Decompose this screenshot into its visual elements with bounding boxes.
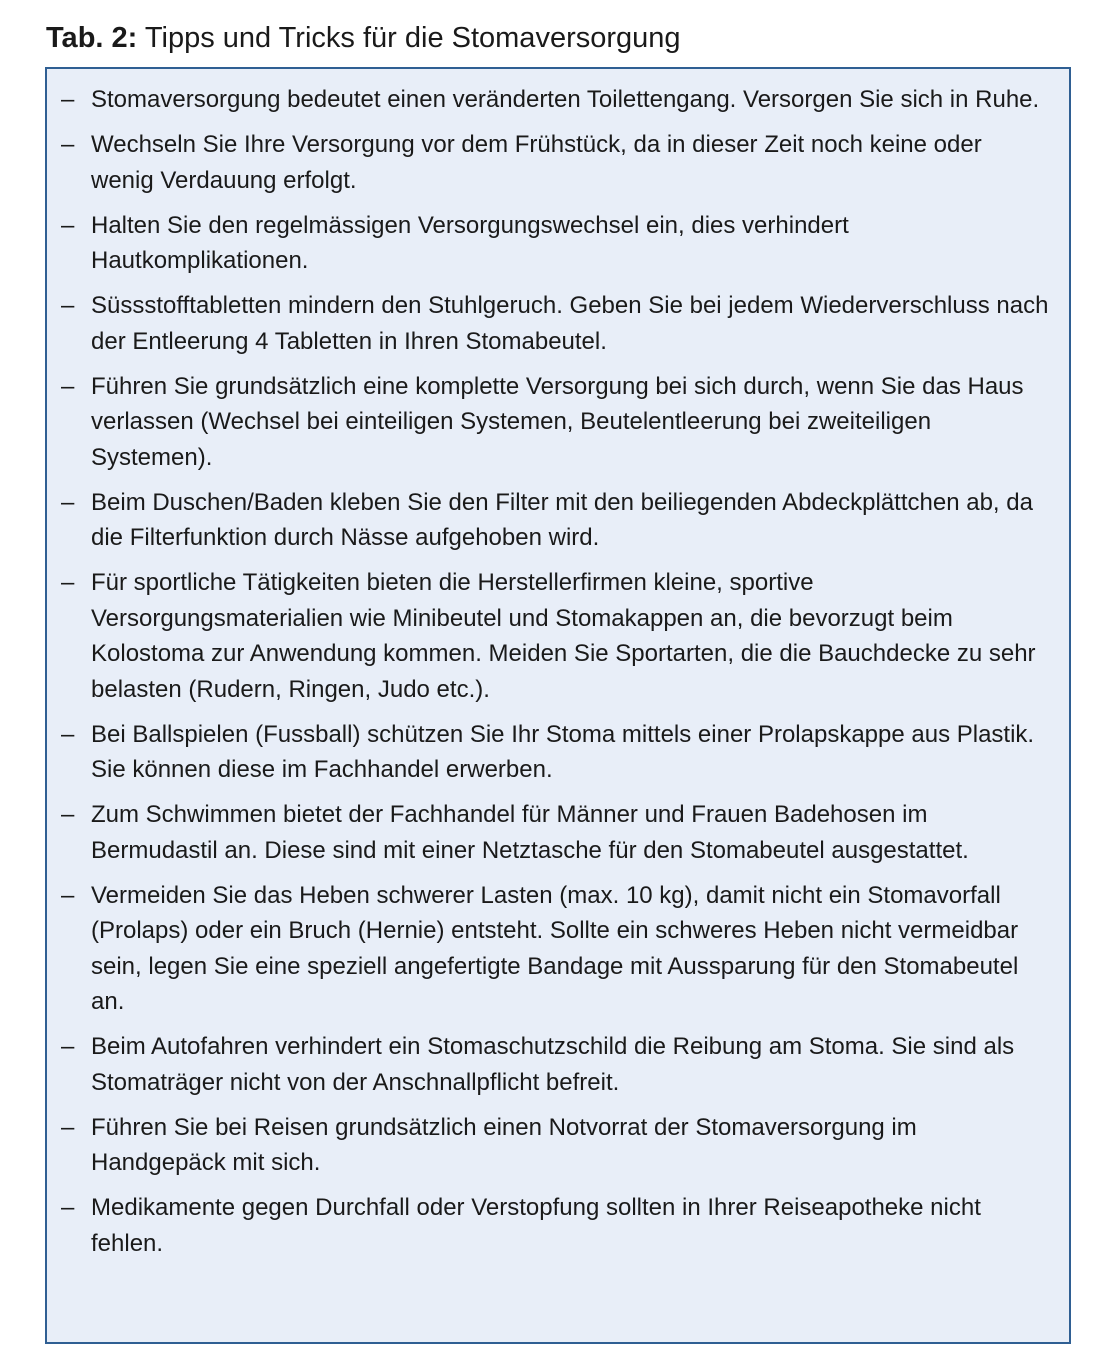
- list-item: [61, 127, 1051, 198]
- tip-text: Halten Sie den regelmässigen Versorgungswechsel ein, dies verhindert Hautkomplikationen.: [91, 211, 849, 274]
- list-item: [61, 717, 1051, 788]
- bullet-dash: –: [61, 1033, 75, 1060]
- table-label: Tab. 2:: [46, 22, 138, 54]
- bullet-dash: –: [61, 488, 75, 516]
- tip-text: Führen Sie bei Reisen grundsätzlich einen Notvorrat der Stomaversorgung im Handgepäck mit sich.: [91, 1113, 917, 1176]
- tip-text: Bei Ballspielen (Fussball) schützen Sie Ihr Stoma mittels einer Prolapskappe aus Plastik. Sie können diese im Fachhandel erwerben.: [91, 720, 1035, 783]
- bullet-dash: –: [61, 720, 75, 748]
- list-item: [61, 797, 1051, 868]
- tip-text: Für sportliche Tätigkeiten bieten die Herstellerfirmen kleine, sportive Versorgungsmaterialien wie Minibeutel und Stomakappen an, die bevorzugt beim Kolostoma zur Anwendung kommen. Meiden Sie Sportarten, die die Bauchdecke zu sehr belasten (Rudern, Ringen, Judo etc.).: [91, 569, 1036, 703]
- tip-text: Medikamente gegen Durchfall oder Verstopfung sollten in Ihrer Reiseapotheke nicht fehlen.: [91, 1194, 981, 1257]
- list-item: [61, 208, 1051, 279]
- bullet-dash: –: [61, 372, 75, 400]
- tips-box: [45, 67, 1071, 1344]
- bullet-dash: –: [61, 801, 75, 828]
- list-item: [61, 369, 1051, 476]
- tip-text: Vermeiden Sie das Heben schwerer Lasten (max. 10 kg), damit nicht ein Stomavorfall (Prolaps) oder ein Bruch (Hernie) entsteht. Sollte ein schweres Heben nicht vermeidbar sein, legen Sie eine speziell angefertigte Bandage mit Aussparung für den Stomabeutel an.: [91, 881, 1019, 1015]
- list-item: [61, 1190, 1051, 1261]
- tip-text: Führen Sie grundsätzlich eine komplette Versorgung bei sich durch, wenn Sie das Haus verlassen (Wechsel bei einteiligen Systemen, Beutelentleerung bei zweiteiligen Systemen).: [91, 372, 1024, 471]
- list-item: [61, 485, 1051, 556]
- list-item: [61, 565, 1051, 707]
- tip-text: Beim Autofahren verhindert ein Stomaschutzschild die Reibung am Stoma. Sie sind als Stomaträger nicht von der Anschnallpflicht befreit.: [91, 1033, 1015, 1096]
- tip-text: Stomaversorgung bedeutet einen veränderten Toilettengang. Versorgen Sie sich in Ruhe.: [91, 86, 1040, 113]
- table-title: Tipps und Tricks für die Stomaversorgung: [144, 22, 681, 54]
- bullet-dash: –: [61, 292, 75, 319]
- list-item: [61, 1029, 1051, 1100]
- tip-text: Wechseln Sie Ihre Versorgung vor dem Frühstück, da in dieser Zeit noch keine oder wenig Verdauung erfolgt.: [91, 131, 982, 194]
- list-item: [61, 1110, 1051, 1181]
- list-item: [61, 288, 1051, 359]
- list-item: [61, 82, 1051, 118]
- bullet-dash: –: [61, 1194, 75, 1221]
- tip-text: Süssstofftabletten mindern den Stuhlgeruch. Geben Sie bei jedem Wiederverschluss nach der Entleerung 4 Tabletten in Ihren Stomabeutel.: [91, 292, 1049, 355]
- tip-text: Zum Schwimmen bietet der Fachhandel für Männer und Frauen Badehosen im Bermudastil an. Diese sind mit einer Netztasche für den Stomabeutel ausgestattet.: [91, 801, 969, 864]
- list-item: [61, 878, 1051, 1020]
- bullet-dash: –: [61, 1113, 75, 1141]
- table-caption: [46, 18, 681, 58]
- bullet-dash: –: [61, 881, 75, 909]
- tip-text: Beim Duschen/Baden kleben Sie den Filter mit den beiliegenden Abdeckplättchen ab, da die Filterfunktion durch Nässe aufgehoben wird.: [91, 488, 1033, 551]
- tips-list: [61, 82, 1051, 1261]
- bullet-dash: –: [61, 86, 75, 113]
- bullet-dash: –: [61, 211, 75, 239]
- bullet-dash: –: [61, 131, 75, 158]
- bullet-dash: –: [61, 569, 75, 596]
